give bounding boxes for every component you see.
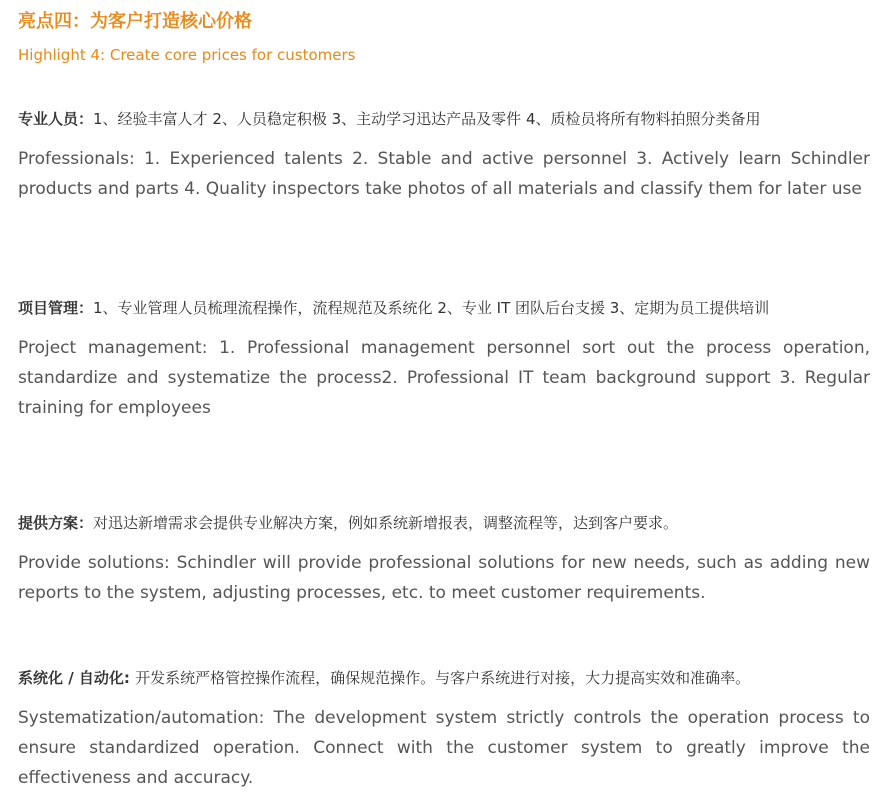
paragraph-text-chinese: 1、经验丰富人才 2、人员稳定积极 3、主动学习迅达产品及零件 4、质检员将所有物料拍照分类备用 [93, 110, 761, 128]
paragraph-lead-label: 系统化 / 自动化: [18, 669, 136, 687]
paragraph-chinese [18, 508, 870, 538]
paragraph-english: Provide solutions: Schindler will provide professional solutions for new needs, such as adding new reports to the system, adjusting processes, etc. to meet customer requirements. [18, 553, 870, 603]
paragraph-text-chinese: 开发系统严格管控操作流程，确保规范操作。与客户系统进行对接，大力提高实效和准确率。 [135, 669, 751, 687]
paragraph-chinese [18, 104, 870, 134]
section-title-english: Highlight 4: Create core prices for customers [18, 46, 356, 64]
highlight-provide-solutions [18, 508, 870, 608]
paragraph-chinese [18, 663, 870, 693]
paragraph-lead-label: 专业人员： [18, 110, 94, 128]
highlight-systematization [18, 663, 870, 793]
paragraph-text-chinese: 对迅达新增需求会提供专业解决方案，例如系统新增报表，调整流程等，达到客户要求。 [93, 514, 679, 532]
paragraph-chinese [18, 293, 870, 323]
paragraph-english: Systematization/automation: The development system strictly controls the operation process to ensure standardized operation. Connect with the customer system to greatly improve the effectiveness and accuracy. [18, 708, 870, 788]
paragraph-english: Project management: 1. Professional management personnel sort out the process operation, standardize and systematize the process2. Professional IT team background support 3. Regular training for employees [18, 338, 870, 418]
paragraph-lead-label: 项目管理： [18, 299, 94, 317]
paragraph-text-chinese: 1、专业管理人员梳理流程操作，流程规范及系统化 2、专业 IT 团队后台支援 3、定期为员工提供培训 [93, 299, 770, 317]
highlight-project-management [18, 293, 870, 423]
section-title-chinese: 亮点四：为客户打造核心价格 [18, 11, 252, 32]
highlight-professionals [18, 104, 870, 204]
paragraph-lead-label: 提供方案： [18, 514, 94, 532]
paragraph-english: Professionals: 1. Experienced talents 2. Stable and active personnel 3. Actively learn Schindler products and parts 4. Quality inspectors take photos of all materials and classify them for later use [18, 149, 870, 199]
